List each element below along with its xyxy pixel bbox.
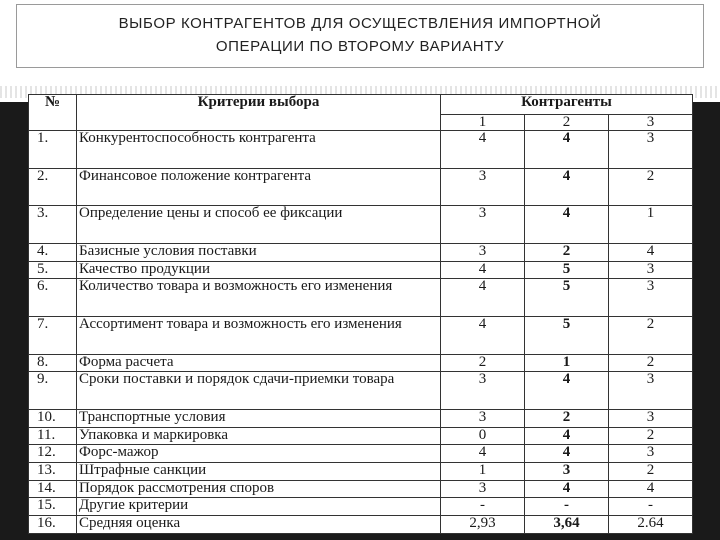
counterparty-1-score: 4 <box>441 316 525 354</box>
table-row <box>29 316 693 354</box>
criterion-cell: Упаковка и маркировка <box>77 427 441 445</box>
header-counterparties: Контрагенты <box>441 95 693 115</box>
counterparty-3-score: 1 <box>609 206 693 244</box>
criterion-cell: Финансовое положение контрагента <box>77 168 441 206</box>
counterparty-1-score: 3 <box>441 409 525 427</box>
row-number: 14. <box>29 480 77 498</box>
counterparty-3-score: 2 <box>609 354 693 372</box>
counterparty-2-score: 4 <box>525 168 609 206</box>
criteria-table-wrapper <box>28 94 692 534</box>
row-number: 15. <box>29 498 77 516</box>
counterparty-2-score: 3 <box>525 463 609 481</box>
header-criteria: Критерии выбора <box>77 95 441 131</box>
counterparty-1-score: 1 <box>441 463 525 481</box>
table-row <box>29 498 693 516</box>
table-row <box>29 480 693 498</box>
counterparty-3-score: 2 <box>609 168 693 206</box>
header-num: № <box>29 95 77 131</box>
row-number: 1. <box>29 131 77 169</box>
row-number: 5. <box>29 261 77 279</box>
criterion-cell: Порядок рассмотрения споров <box>77 480 441 498</box>
counterparty-3-score: - <box>609 498 693 516</box>
criterion-cell: Базисные условия поставки <box>77 243 441 261</box>
counterparty-3-score: 3 <box>609 279 693 317</box>
criterion-cell: Транспортные условия <box>77 409 441 427</box>
counterparty-3-score: 2 <box>609 463 693 481</box>
criterion-cell: Конкурентоспособность контрагента <box>77 131 441 169</box>
counterparty-1-score: 4 <box>441 445 525 463</box>
counterparty-1-score: 4 <box>441 279 525 317</box>
slide-title-line-2: ОПЕРАЦИИ ПО ВТОРОМУ ВАРИАНТУ <box>215 38 505 55</box>
row-number: 11. <box>29 427 77 445</box>
criterion-cell: Средняя оценка <box>77 516 441 534</box>
slide-title-line-1: ВЫБОР КОНТРАГЕНТОВ ДЛЯ ОСУЩЕСТВЛЕНИЯ ИМПОРТНОЙ <box>118 15 602 32</box>
sub-header-2: 2 <box>525 115 609 131</box>
table-row <box>29 279 693 317</box>
table-row <box>29 168 693 206</box>
row-number: 9. <box>29 372 77 410</box>
table-row <box>29 463 693 481</box>
table-row <box>29 445 693 463</box>
counterparty-1-score: 4 <box>441 261 525 279</box>
criterion-cell: Форма расчета <box>77 354 441 372</box>
header-row <box>29 95 693 115</box>
counterparty-2-score: 4 <box>525 372 609 410</box>
table-row <box>29 516 693 534</box>
criterion-cell: Сроки поставки и порядок сдачи-приемки товара <box>77 372 441 410</box>
counterparty-1-score: 4 <box>441 131 525 169</box>
counterparty-2-score: 4 <box>525 131 609 169</box>
counterparty-3-score: 3 <box>609 409 693 427</box>
counterparty-2-score: 5 <box>525 261 609 279</box>
row-number: 4. <box>29 243 77 261</box>
counterparty-3-score: 2.64 <box>609 516 693 534</box>
counterparty-1-score: 3 <box>441 480 525 498</box>
counterparty-3-score: 3 <box>609 445 693 463</box>
criterion-cell: Определение цены и способ ее фиксации <box>77 206 441 244</box>
sub-header-3: 3 <box>609 115 693 131</box>
counterparty-3-score: 2 <box>609 427 693 445</box>
row-number: 8. <box>29 354 77 372</box>
counterparty-3-score: 3 <box>609 261 693 279</box>
counterparty-2-score: 4 <box>525 427 609 445</box>
row-number: 16. <box>29 516 77 534</box>
criterion-cell: Количество товара и возможность его изменения <box>77 279 441 317</box>
row-number: 2. <box>29 168 77 206</box>
counterparty-1-score: - <box>441 498 525 516</box>
criterion-cell: Штрафные санкции <box>77 463 441 481</box>
counterparty-2-score: 4 <box>525 480 609 498</box>
row-number: 10. <box>29 409 77 427</box>
counterparty-2-score: 4 <box>525 445 609 463</box>
criterion-cell: Форс-мажор <box>77 445 441 463</box>
counterparty-1-score: 2,93 <box>441 516 525 534</box>
counterparty-1-score: 2 <box>441 354 525 372</box>
counterparty-2-score: 1 <box>525 354 609 372</box>
counterparty-3-score: 4 <box>609 243 693 261</box>
row-number: 12. <box>29 445 77 463</box>
counterparty-3-score: 3 <box>609 131 693 169</box>
counterparty-1-score: 3 <box>441 206 525 244</box>
criteria-table <box>28 94 693 534</box>
row-number: 7. <box>29 316 77 354</box>
table-row <box>29 261 693 279</box>
sub-header-1: 1 <box>441 115 525 131</box>
table-row <box>29 131 693 169</box>
row-number: 3. <box>29 206 77 244</box>
slide-title <box>16 12 704 58</box>
row-number: 13. <box>29 463 77 481</box>
criterion-cell: Другие критерии <box>77 498 441 516</box>
counterparty-2-score: 3,64 <box>525 516 609 534</box>
table-row <box>29 372 693 410</box>
table-row <box>29 206 693 244</box>
counterparty-2-score: 5 <box>525 316 609 354</box>
counterparty-2-score: 2 <box>525 243 609 261</box>
counterparty-3-score: 3 <box>609 372 693 410</box>
table-row <box>29 243 693 261</box>
criterion-cell: Качество продукции <box>77 261 441 279</box>
table-row <box>29 427 693 445</box>
row-number: 6. <box>29 279 77 317</box>
criterion-cell: Ассортимент товара и возможность его изменения <box>77 316 441 354</box>
table-row <box>29 354 693 372</box>
counterparty-2-score: 4 <box>525 206 609 244</box>
counterparty-1-score: 3 <box>441 243 525 261</box>
counterparty-2-score: 2 <box>525 409 609 427</box>
counterparty-2-score: 5 <box>525 279 609 317</box>
counterparty-2-score: - <box>525 498 609 516</box>
counterparty-3-score: 4 <box>609 480 693 498</box>
counterparty-1-score: 0 <box>441 427 525 445</box>
counterparty-1-score: 3 <box>441 168 525 206</box>
table-row <box>29 409 693 427</box>
counterparty-1-score: 3 <box>441 372 525 410</box>
counterparty-3-score: 2 <box>609 316 693 354</box>
